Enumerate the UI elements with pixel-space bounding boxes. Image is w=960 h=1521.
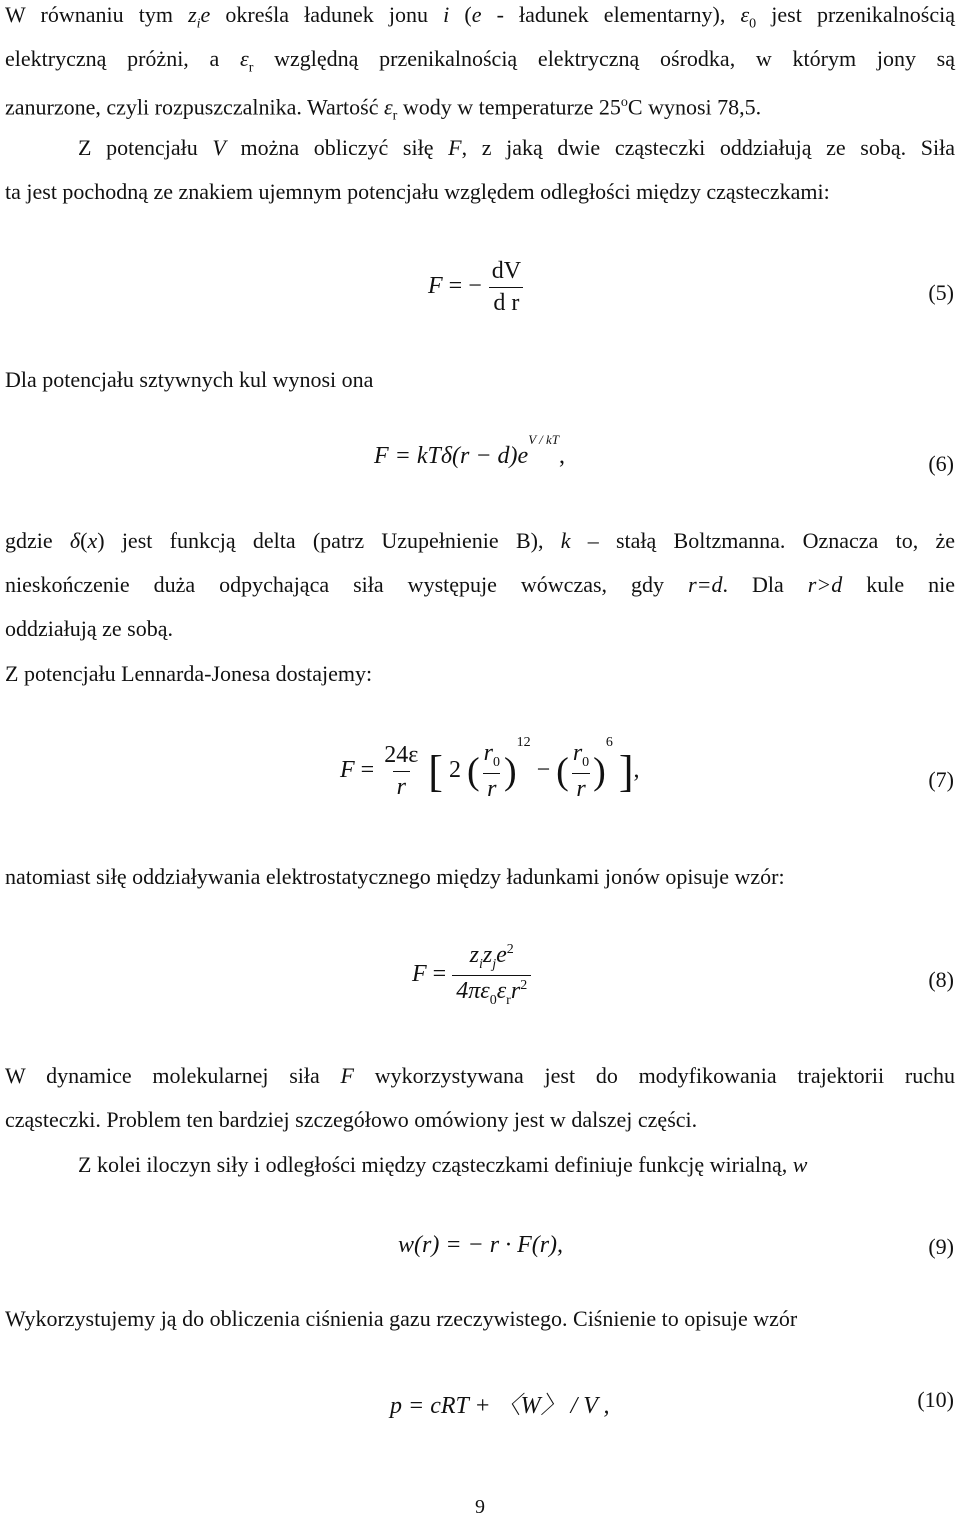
equation-5-fraction: $\frac{dV}{\text{d r}}$ xyxy=(488,258,525,317)
equation-9: w(r) = − r · F(r), xyxy=(398,1232,564,1258)
paragraph-5: Z kolei iloczyn siły i odległości między cząsteczkami definiuje funkcję wirialną, w xyxy=(78,1152,808,1177)
equation-10: p = cRT + 〈W〉 / V , xyxy=(390,1393,610,1419)
equation-7-number: (7) xyxy=(928,767,954,792)
paragraph-1-line-1: W równaniu tym $z_ie$ określa ładunek jonu i (e - ładunek elementarny), $\varepsilon_0$ jest przenikalnością xyxy=(5,2,956,32)
equation-10-number: (10) xyxy=(917,1387,954,1412)
paragraph-2-line-2: ta jest pochodną ze znakiem ujemnym potencjału względem odległości między cząsteczkami: xyxy=(5,179,830,204)
equation-7-prefactor: $\frac{24\varepsilon}{r}$ xyxy=(384,741,419,800)
paragraph-1-line-2: elektryczną próżni, a $\varepsilon_r$ względną przenikalnością elektryczną ośrodka, w którym jony są xyxy=(5,46,955,76)
text-electrostatic: natomiast siłę oddziaływania elektrostatycznego między ładunkami jonów opisuje wzór: xyxy=(5,864,785,889)
paragraph-3-line-1: gdzie δ(x) jest funkcją delta (patrz Uzupełnienie B), k – stałą Boltzmanna. Oznacza to, że xyxy=(5,528,955,553)
equation-5: F = − $\frac{dV}{\text{d r}}$ xyxy=(428,258,525,317)
equation-5-number: (5) xyxy=(928,280,954,305)
paragraph-4-line-1: W dynamice molekularnej siła F wykorzystywana jest do modyfikowania trajektorii ruchu xyxy=(5,1063,955,1088)
equation-9-number: (9) xyxy=(928,1234,954,1259)
paragraph-2-line-1: Z potencjału V można obliczyć siłę F, z jaką dwie cząsteczki oddziałują ze sobą. Siła xyxy=(78,135,955,160)
paragraph-3-line-2: nieskończenie duża odpychająca siła występuje wówczas, gdy r=d. Dla r>d kule nie xyxy=(5,572,955,597)
paragraph-6: Wykorzystujemy ją do obliczenia ciśnienia gazu rzeczywistego. Ciśnienie to opisuje wzór xyxy=(5,1306,798,1331)
equation-6: $F = kT\delta(r - d)e^{V / kT}$, xyxy=(374,432,566,469)
paragraph-4-line-2: cząsteczki. Problem ten bardziej szczegółowo omówiony jest w dalszej części. xyxy=(5,1107,698,1132)
equation-7-ratio-12: $\frac{r_0}{r}$ xyxy=(483,740,500,802)
text-rigid-spheres: Dla potencjału sztywnych kul wynosi ona xyxy=(5,367,374,392)
equation-7-ratio-6: $\frac{r_0}{r}$ xyxy=(572,740,590,802)
equation-8: F = $\frac{z_iz_je^2}{4\pi\varepsilon_0\varepsilon_rr^2}$ xyxy=(412,942,531,1009)
equation-6-number: (6) xyxy=(928,451,954,476)
equation-8-number: (8) xyxy=(928,967,954,992)
equation-8-fraction: $\frac{z_iz_je^2}{4\pi\varepsilon_0\varepsilon_rr^2}$ xyxy=(452,942,531,1009)
text-lennard-jones: Z potencjału Lennarda-Jonesa dostajemy: xyxy=(5,661,373,686)
equation-7: F = $\frac{24\varepsilon}{r}$ [ 2 ( $\frac{r_0}{r}$ )$^{12}$ − ( $\frac{r_0}{r}$ )$^6$ ], xyxy=(340,734,640,802)
paragraph-3-line-3: oddziałują ze sobą. xyxy=(5,616,173,641)
page-number: 9 xyxy=(475,1496,485,1518)
paragraph-1-line-3: zanurzone, czyli rozpuszczalnika. Wartość $\varepsilon_r$ wody w temperaturze 25$^o$C wynosi 78,5. xyxy=(5,94,762,124)
